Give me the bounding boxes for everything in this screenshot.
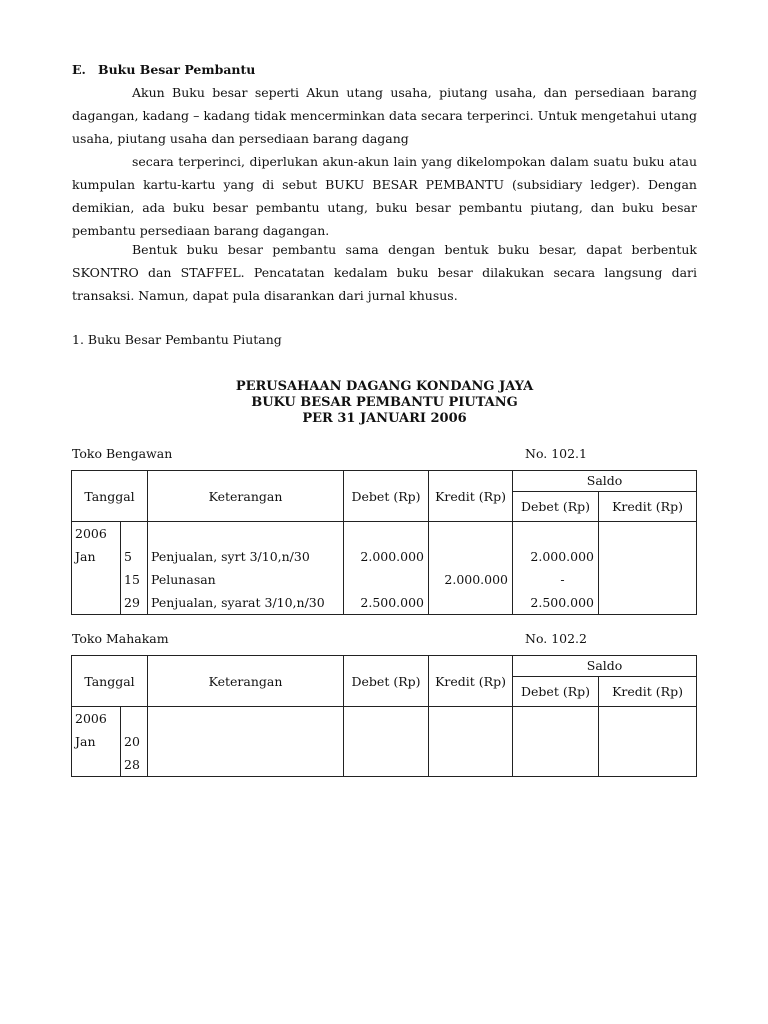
- debet-cell: 2.500.000: [360, 595, 425, 610]
- description-cell: [148, 730, 343, 753]
- saldo-debet-column: [513, 707, 599, 777]
- debet-cell: 2.000.000: [360, 549, 425, 564]
- kredit-cell: 2.000.000: [444, 572, 509, 587]
- year-cell: 2006: [75, 526, 107, 541]
- header-tanggal: Tanggal: [72, 656, 148, 707]
- saldo-debet-cell: [513, 753, 598, 776]
- header-tanggal: Tanggal: [72, 471, 148, 522]
- year-month-column: [72, 707, 121, 777]
- header-saldo-kredit: Kredit (Rp): [599, 677, 697, 707]
- kredit-cell: [429, 730, 512, 753]
- saldo-kredit-column: [599, 522, 697, 615]
- saldo-debet-cell: 2.000.000: [530, 549, 595, 564]
- saldo-debet-cell: -: [560, 572, 565, 587]
- year-month-column: [72, 522, 121, 615]
- saldo-kredit-cell: [599, 591, 696, 614]
- header-debet: Debet (Rp): [344, 471, 429, 522]
- description-cell: Pelunasan: [151, 572, 216, 587]
- header-kredit: Kredit (Rp): [429, 471, 513, 522]
- description-cell: [148, 753, 343, 776]
- kredit-column: [429, 522, 513, 615]
- period-title: PER 31 JANUARI 2006: [302, 411, 467, 426]
- kredit-cell: [429, 591, 512, 614]
- header-debet: Debet (Rp): [344, 656, 429, 707]
- saldo-kredit-cell: [599, 545, 696, 568]
- day-column: [121, 707, 148, 777]
- saldo-debet-cell: [513, 730, 598, 753]
- subheading: 1. Buku Besar Pembantu Piutang: [72, 332, 282, 347]
- description-cell: Penjualan, syrt 3/10,n/30: [151, 549, 310, 564]
- description-column: [148, 522, 344, 615]
- ledger-title: BUKU BESAR PEMBANTU PIUTANG: [251, 395, 518, 410]
- kredit-cell: [429, 753, 512, 776]
- description-cell: Penjualan, syarat 3/10,n/30: [151, 595, 325, 610]
- saldo-debet-cell: 2.500.000: [530, 595, 595, 610]
- section-heading: [72, 62, 255, 77]
- day-cell: 20: [124, 734, 140, 749]
- header-saldo-debet: Debet (Rp): [513, 677, 599, 707]
- month-cell: Jan: [75, 734, 96, 749]
- day-column: [121, 522, 148, 615]
- kredit-cell: [429, 545, 512, 568]
- header-kredit: Kredit (Rp): [429, 656, 513, 707]
- saldo-kredit-column: [599, 707, 697, 777]
- ledger-table-1: [71, 470, 697, 615]
- debet-cell: [344, 568, 428, 591]
- ledger-table-2: [71, 655, 697, 777]
- day-cell: 29: [124, 595, 140, 610]
- account-number-1: No. 102.1: [525, 446, 587, 461]
- saldo-kredit-cell: [599, 753, 696, 776]
- paragraph-3: Bentuk buku besar pembantu sama dengan bentuk buku besar, dapat berbentuk SKONTRO dan STAFFEL. Pencatatan kedalam buku besar dilakukan secara langsung dari transaksi. Namun, dapat pula disarankan dari jurnal khusus.: [72, 242, 697, 303]
- saldo-kredit-cell: [599, 568, 696, 591]
- header-saldo-debet: Debet (Rp): [513, 492, 599, 522]
- header-saldo-kredit: Kredit (Rp): [599, 492, 697, 522]
- saldo-kredit-cell: [599, 730, 696, 753]
- debet-column: [344, 522, 429, 615]
- day-cell: 15: [124, 572, 140, 587]
- saldo-debet-column: [513, 522, 599, 615]
- year-cell: 2006: [75, 711, 107, 726]
- header-saldo: Saldo: [513, 471, 697, 492]
- header-keterangan: Keterangan: [148, 656, 344, 707]
- month-cell: Jan: [75, 549, 96, 564]
- debet-column: [344, 707, 429, 777]
- paragraph-1: Akun Buku besar seperti Akun utang usaha, piutang usaha, dan persediaan barang dagangan, kadang – kadang tidak mencerminkan data secara terperinci. Untuk mengetahui utang usaha, piutang usaha dan persediaan barang dagang: [72, 85, 697, 146]
- day-cell: 5: [124, 549, 132, 564]
- header-keterangan: Keterangan: [148, 471, 344, 522]
- debet-cell: [344, 730, 428, 753]
- account-name-1: Toko Bengawan: [72, 446, 173, 461]
- day-cell: 28: [124, 757, 140, 772]
- kredit-column: [429, 707, 513, 777]
- section-letter: E.: [72, 62, 86, 77]
- description-column: [148, 707, 344, 777]
- account-number-2: No. 102.2: [525, 631, 587, 646]
- header-saldo: Saldo: [513, 656, 697, 677]
- account-name-2: Toko Mahakam: [72, 631, 169, 646]
- paragraph-2: secara terperinci, diperlukan akun-akun lain yang dikelompokan dalam suatu buku atau kumpulan kartu-kartu yang di sebut BUKU BESAR PEMBANTU (subsidiary ledger). Dengan demikian, ada buku besar pembantu utang, buku besar pembantu piutang, dan buku besar pembantu persediaan barang dagangan.: [72, 154, 697, 238]
- debet-cell: [344, 753, 428, 776]
- company-title: PERUSAHAAN DAGANG KONDANG JAYA: [235, 379, 534, 394]
- section-title: Buku Besar Pembantu: [98, 62, 256, 77]
